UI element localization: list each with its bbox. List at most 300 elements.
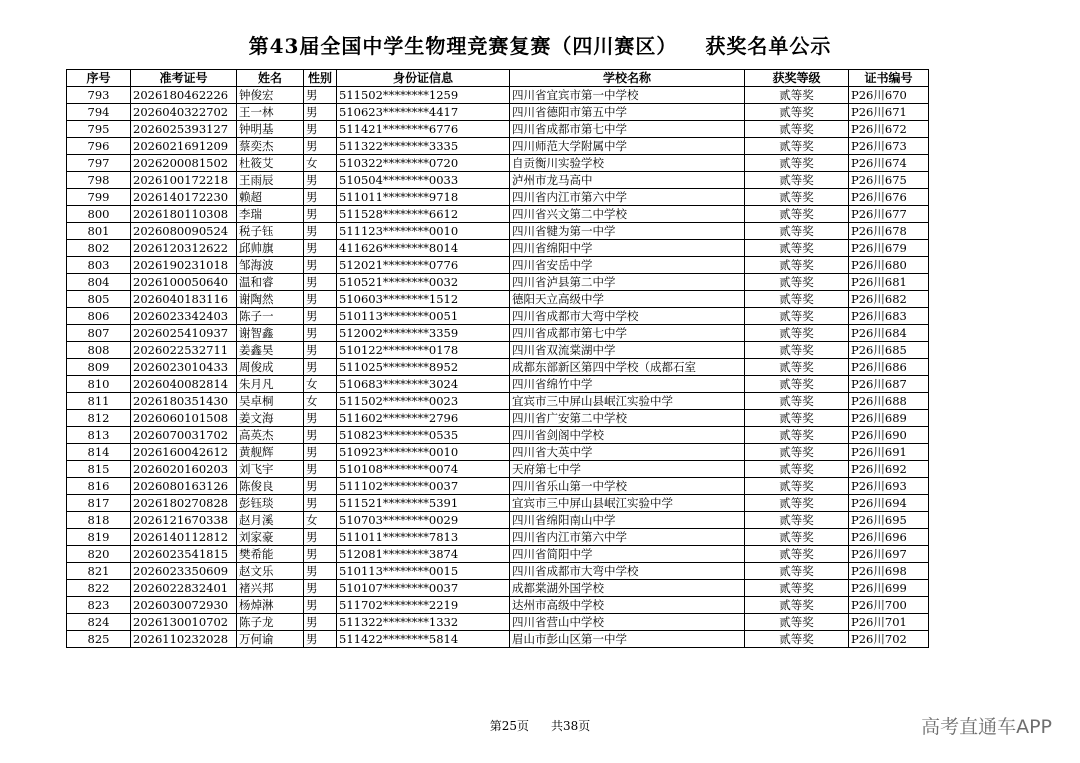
cell-id-card: 510113********0051 xyxy=(337,308,510,325)
cell-index: 817 xyxy=(67,495,131,512)
cell-id-card: 510108********0074 xyxy=(337,461,510,478)
cell-school: 四川省绵阳南山中学 xyxy=(510,512,745,529)
cell-index: 818 xyxy=(67,512,131,529)
cell-index: 794 xyxy=(67,104,131,121)
cell-certificate: P26川688 xyxy=(849,393,929,410)
cell-school: 四川省宜宾市第一中学校 xyxy=(510,87,745,104)
table-row xyxy=(67,444,929,461)
cell-name: 樊希能 xyxy=(237,546,304,563)
cell-award: 贰等奖 xyxy=(745,121,849,138)
cell-exam-id: 2026121670338 xyxy=(131,512,237,529)
cell-school: 四川省成都市第七中学 xyxy=(510,121,745,138)
cell-gender: 男 xyxy=(304,529,337,546)
cell-school: 四川省双流棠湖中学 xyxy=(510,342,745,359)
table-row xyxy=(67,206,929,223)
cell-id-card: 511502********1259 xyxy=(337,87,510,104)
cell-exam-id: 2026100050640 xyxy=(131,274,237,291)
cell-gender: 男 xyxy=(304,495,337,512)
cell-index: 815 xyxy=(67,461,131,478)
cell-index: 807 xyxy=(67,325,131,342)
cell-index: 806 xyxy=(67,308,131,325)
cell-name: 高英杰 xyxy=(237,427,304,444)
title-main: 第43届全国中学生物理竞赛复赛（四川赛区） xyxy=(248,34,678,58)
cell-id-card: 510107********0037 xyxy=(337,580,510,597)
table-row xyxy=(67,563,929,580)
cell-gender: 男 xyxy=(304,597,337,614)
cell-exam-id: 2026021691209 xyxy=(131,138,237,155)
cell-id-card: 511025********8952 xyxy=(337,359,510,376)
cell-certificate: P26川685 xyxy=(849,342,929,359)
cell-index: 804 xyxy=(67,274,131,291)
cell-name: 李瑞 xyxy=(237,206,304,223)
cell-exam-id: 2026070031702 xyxy=(131,427,237,444)
table-row xyxy=(67,342,929,359)
cell-school: 四川省成都市大弯中学校 xyxy=(510,308,745,325)
cell-school: 宜宾市三中屏山县岷江实验中学 xyxy=(510,393,745,410)
cell-gender: 男 xyxy=(304,631,337,648)
table-row xyxy=(67,138,929,155)
cell-school: 四川省泸县第二中学 xyxy=(510,274,745,291)
cell-index: 793 xyxy=(67,87,131,104)
cell-index: 820 xyxy=(67,546,131,563)
cell-gender: 男 xyxy=(304,291,337,308)
cell-name: 谢智鑫 xyxy=(237,325,304,342)
cell-award: 贰等奖 xyxy=(745,546,849,563)
cell-award: 贰等奖 xyxy=(745,274,849,291)
cell-school: 四川省绵竹中学 xyxy=(510,376,745,393)
cell-id-card: 512021********0776 xyxy=(337,257,510,274)
cell-exam-id: 2026060101508 xyxy=(131,410,237,427)
cell-id-card: 511502********0023 xyxy=(337,393,510,410)
cell-name: 姜文海 xyxy=(237,410,304,427)
cell-certificate: P26川692 xyxy=(849,461,929,478)
table-row xyxy=(67,461,929,478)
cell-name: 温和睿 xyxy=(237,274,304,291)
cell-certificate: P26川681 xyxy=(849,274,929,291)
title-sub: 获奖名单公示 xyxy=(705,34,832,58)
table-row xyxy=(67,104,929,121)
cell-exam-id: 2026080090524 xyxy=(131,223,237,240)
cell-id-card: 510504********0033 xyxy=(337,172,510,189)
cell-school: 四川省营山中学校 xyxy=(510,614,745,631)
cell-name: 赵月溪 xyxy=(237,512,304,529)
cell-index: 810 xyxy=(67,376,131,393)
cell-gender: 男 xyxy=(304,444,337,461)
cell-certificate: P26川697 xyxy=(849,546,929,563)
cell-exam-id: 2026025410937 xyxy=(131,325,237,342)
cell-index: 796 xyxy=(67,138,131,155)
cell-certificate: P26川680 xyxy=(849,257,929,274)
cell-index: 798 xyxy=(67,172,131,189)
cell-exam-id: 2026022532711 xyxy=(131,342,237,359)
cell-certificate: P26川675 xyxy=(849,172,929,189)
cell-exam-id: 2026023541815 xyxy=(131,546,237,563)
cell-certificate: P26川683 xyxy=(849,308,929,325)
cell-award: 贰等奖 xyxy=(745,614,849,631)
cell-award: 贰等奖 xyxy=(745,427,849,444)
cell-name: 万何谕 xyxy=(237,631,304,648)
cell-name: 杜筱艾 xyxy=(237,155,304,172)
cell-name: 周俊成 xyxy=(237,359,304,376)
cell-id-card: 510113********0015 xyxy=(337,563,510,580)
cell-gender: 男 xyxy=(304,121,337,138)
cell-school: 四川省成都市第七中学 xyxy=(510,325,745,342)
cell-award: 贰等奖 xyxy=(745,410,849,427)
cell-gender: 男 xyxy=(304,614,337,631)
cell-gender: 男 xyxy=(304,580,337,597)
table-row xyxy=(67,478,929,495)
cell-id-card: 510122********0178 xyxy=(337,342,510,359)
cell-school: 四川省安岳中学 xyxy=(510,257,745,274)
table-row xyxy=(67,172,929,189)
col-header-certificate: 证书编号 xyxy=(849,70,929,87)
cell-award: 贰等奖 xyxy=(745,393,849,410)
cell-certificate: P26川699 xyxy=(849,580,929,597)
cell-exam-id: 2026023010433 xyxy=(131,359,237,376)
cell-exam-id: 2026023350609 xyxy=(131,563,237,580)
cell-exam-id: 2026140172230 xyxy=(131,189,237,206)
cell-school: 四川省犍为第一中学 xyxy=(510,223,745,240)
cell-certificate: P26川679 xyxy=(849,240,929,257)
table-body xyxy=(67,87,929,648)
table-row xyxy=(67,155,929,172)
cell-exam-id: 2026030072930 xyxy=(131,597,237,614)
cell-school: 四川省简阳中学 xyxy=(510,546,745,563)
cell-id-card: 510683********3024 xyxy=(337,376,510,393)
table-row xyxy=(67,240,929,257)
cell-gender: 男 xyxy=(304,240,337,257)
cell-gender: 男 xyxy=(304,427,337,444)
table-row xyxy=(67,189,929,206)
cell-name: 褚兴邦 xyxy=(237,580,304,597)
table-row xyxy=(67,87,929,104)
cell-gender: 男 xyxy=(304,410,337,427)
cell-id-card: 510923********0010 xyxy=(337,444,510,461)
cell-id-card: 510703********0029 xyxy=(337,512,510,529)
cell-id-card: 510623********4417 xyxy=(337,104,510,121)
cell-certificate: P26川700 xyxy=(849,597,929,614)
cell-index: 816 xyxy=(67,478,131,495)
cell-gender: 男 xyxy=(304,189,337,206)
cell-name: 谢陶然 xyxy=(237,291,304,308)
col-header-index: 序号 xyxy=(67,70,131,87)
cell-school: 四川省内江市第六中学 xyxy=(510,189,745,206)
cell-certificate: P26川701 xyxy=(849,614,929,631)
col-header-name: 姓名 xyxy=(237,70,304,87)
table-row xyxy=(67,580,929,597)
table-row xyxy=(67,529,929,546)
cell-gender: 男 xyxy=(304,87,337,104)
cell-school: 眉山市彭山区第一中学 xyxy=(510,631,745,648)
cell-exam-id: 2026200081502 xyxy=(131,155,237,172)
cell-certificate: P26川702 xyxy=(849,631,929,648)
cell-gender: 男 xyxy=(304,104,337,121)
cell-index: 824 xyxy=(67,614,131,631)
cell-index: 808 xyxy=(67,342,131,359)
cell-award: 贰等奖 xyxy=(745,342,849,359)
table-row xyxy=(67,631,929,648)
cell-name: 陈子龙 xyxy=(237,614,304,631)
col-header-award: 获奖等级 xyxy=(745,70,849,87)
cell-award: 贰等奖 xyxy=(745,529,849,546)
cell-exam-id: 2026120312622 xyxy=(131,240,237,257)
cell-school: 四川省绵阳中学 xyxy=(510,240,745,257)
cell-name: 吴卓桐 xyxy=(237,393,304,410)
cell-gender: 男 xyxy=(304,274,337,291)
cell-id-card: 511011********7813 xyxy=(337,529,510,546)
table-header xyxy=(67,70,929,87)
cell-index: 795 xyxy=(67,121,131,138)
cell-name: 钟俊宏 xyxy=(237,87,304,104)
col-header-id-card: 身份证信息 xyxy=(337,70,510,87)
cell-exam-id: 2026040183116 xyxy=(131,291,237,308)
cell-exam-id: 2026180462226 xyxy=(131,87,237,104)
cell-name: 黄舰辉 xyxy=(237,444,304,461)
cell-award: 贰等奖 xyxy=(745,291,849,308)
cell-gender: 男 xyxy=(304,325,337,342)
cell-id-card: 511102********0037 xyxy=(337,478,510,495)
cell-index: 823 xyxy=(67,597,131,614)
cell-name: 姜鑫昊 xyxy=(237,342,304,359)
page-total: 共38页 xyxy=(551,719,591,733)
cell-index: 811 xyxy=(67,393,131,410)
cell-award: 贰等奖 xyxy=(745,461,849,478)
cell-school: 四川省乐山第一中学校 xyxy=(510,478,745,495)
cell-gender: 男 xyxy=(304,308,337,325)
cell-id-card: 511602********2796 xyxy=(337,410,510,427)
col-header-gender: 性别 xyxy=(304,70,337,87)
cell-index: 805 xyxy=(67,291,131,308)
cell-award: 贰等奖 xyxy=(745,580,849,597)
cell-gender: 男 xyxy=(304,223,337,240)
cell-name: 蔡奕杰 xyxy=(237,138,304,155)
cell-name: 钟明基 xyxy=(237,121,304,138)
cell-award: 贰等奖 xyxy=(745,189,849,206)
cell-index: 800 xyxy=(67,206,131,223)
cell-exam-id: 2026020160203 xyxy=(131,461,237,478)
table-row xyxy=(67,376,929,393)
cell-name: 陈俊良 xyxy=(237,478,304,495)
cell-gender: 男 xyxy=(304,478,337,495)
cell-exam-id: 2026140112812 xyxy=(131,529,237,546)
cell-index: 809 xyxy=(67,359,131,376)
cell-gender: 女 xyxy=(304,155,337,172)
cell-gender: 男 xyxy=(304,359,337,376)
cell-id-card: 512081********3874 xyxy=(337,546,510,563)
cell-school: 四川省广安第二中学校 xyxy=(510,410,745,427)
cell-name: 邹海波 xyxy=(237,257,304,274)
cell-gender: 男 xyxy=(304,206,337,223)
cell-certificate: P26川696 xyxy=(849,529,929,546)
cell-id-card: 411626********8014 xyxy=(337,240,510,257)
cell-certificate: P26川693 xyxy=(849,478,929,495)
cell-exam-id: 2026190231018 xyxy=(131,257,237,274)
cell-award: 贰等奖 xyxy=(745,223,849,240)
cell-name: 王一林 xyxy=(237,104,304,121)
cell-certificate: P26川695 xyxy=(849,512,929,529)
cell-award: 贰等奖 xyxy=(745,376,849,393)
cell-id-card: 511521********5391 xyxy=(337,495,510,512)
cell-name: 赖超 xyxy=(237,189,304,206)
cell-name: 杨焯淋 xyxy=(237,597,304,614)
cell-index: 801 xyxy=(67,223,131,240)
cell-index: 825 xyxy=(67,631,131,648)
cell-exam-id: 2026025393127 xyxy=(131,121,237,138)
cell-exam-id: 2026100172218 xyxy=(131,172,237,189)
cell-name: 刘飞宇 xyxy=(237,461,304,478)
cell-exam-id: 2026110232028 xyxy=(131,631,237,648)
cell-id-card: 511422********5814 xyxy=(337,631,510,648)
table-row xyxy=(67,274,929,291)
cell-gender: 男 xyxy=(304,563,337,580)
cell-school: 四川省兴文第二中学校 xyxy=(510,206,745,223)
cell-gender: 女 xyxy=(304,393,337,410)
cell-award: 贰等奖 xyxy=(745,631,849,648)
cell-exam-id: 2026180351430 xyxy=(131,393,237,410)
page-title xyxy=(0,30,1080,59)
cell-index: 812 xyxy=(67,410,131,427)
cell-exam-id: 2026040322702 xyxy=(131,104,237,121)
table-row xyxy=(67,359,929,376)
cell-exam-id: 2026040082814 xyxy=(131,376,237,393)
table-row xyxy=(67,410,929,427)
cell-school: 宜宾市三中屏山县岷江实验中学 xyxy=(510,495,745,512)
page-footer xyxy=(0,717,1080,734)
cell-index: 821 xyxy=(67,563,131,580)
cell-name: 陈子一 xyxy=(237,308,304,325)
col-header-school: 学校名称 xyxy=(510,70,745,87)
cell-exam-id: 2026180270828 xyxy=(131,495,237,512)
cell-school: 四川省大英中学 xyxy=(510,444,745,461)
cell-school: 四川省剑阁中学校 xyxy=(510,427,745,444)
cell-award: 贰等奖 xyxy=(745,512,849,529)
cell-id-card: 511123********0010 xyxy=(337,223,510,240)
cell-award: 贰等奖 xyxy=(745,87,849,104)
cell-award: 贰等奖 xyxy=(745,597,849,614)
cell-school: 成都东部新区第四中学校（成都石室 xyxy=(510,359,745,376)
cell-certificate: P26川678 xyxy=(849,223,929,240)
cell-award: 贰等奖 xyxy=(745,206,849,223)
table-row xyxy=(67,512,929,529)
table-row xyxy=(67,308,929,325)
cell-index: 819 xyxy=(67,529,131,546)
cell-certificate: P26川686 xyxy=(849,359,929,376)
cell-index: 802 xyxy=(67,240,131,257)
cell-school: 天府第七中学 xyxy=(510,461,745,478)
cell-school: 达州市高级中学校 xyxy=(510,597,745,614)
cell-gender: 男 xyxy=(304,257,337,274)
cell-index: 797 xyxy=(67,155,131,172)
table-row xyxy=(67,325,929,342)
cell-id-card: 511322********3335 xyxy=(337,138,510,155)
cell-award: 贰等奖 xyxy=(745,172,849,189)
cell-award: 贰等奖 xyxy=(745,155,849,172)
cell-award: 贰等奖 xyxy=(745,478,849,495)
table-row xyxy=(67,121,929,138)
cell-index: 822 xyxy=(67,580,131,597)
cell-certificate: P26川698 xyxy=(849,563,929,580)
table-row xyxy=(67,291,929,308)
cell-name: 刘家豪 xyxy=(237,529,304,546)
cell-award: 贰等奖 xyxy=(745,138,849,155)
cell-certificate: P26川676 xyxy=(849,189,929,206)
cell-gender: 女 xyxy=(304,512,337,529)
cell-exam-id: 2026180110308 xyxy=(131,206,237,223)
cell-exam-id: 2026130010702 xyxy=(131,614,237,631)
table-row xyxy=(67,257,929,274)
cell-certificate: P26川670 xyxy=(849,87,929,104)
cell-index: 813 xyxy=(67,427,131,444)
cell-certificate: P26川671 xyxy=(849,104,929,121)
cell-school: 自贡衡川实验学校 xyxy=(510,155,745,172)
cell-id-card: 510823********0535 xyxy=(337,427,510,444)
cell-school: 德阳天立高级中学 xyxy=(510,291,745,308)
table-row xyxy=(67,223,929,240)
cell-certificate: P26川690 xyxy=(849,427,929,444)
cell-school: 泸州市龙马高中 xyxy=(510,172,745,189)
cell-award: 贰等奖 xyxy=(745,257,849,274)
cell-id-card: 511322********1332 xyxy=(337,614,510,631)
cell-certificate: P26川687 xyxy=(849,376,929,393)
cell-school: 成都棠湖外国学校 xyxy=(510,580,745,597)
cell-school: 四川省成都市大弯中学校 xyxy=(510,563,745,580)
cell-school: 四川省德阳市第五中学 xyxy=(510,104,745,121)
watermark-text: 高考直通车APP xyxy=(921,716,1052,738)
table-row xyxy=(67,495,929,512)
cell-certificate: P26川672 xyxy=(849,121,929,138)
cell-gender: 男 xyxy=(304,172,337,189)
col-header-exam-id: 准考证号 xyxy=(131,70,237,87)
cell-exam-id: 2026080163126 xyxy=(131,478,237,495)
cell-name: 王雨辰 xyxy=(237,172,304,189)
cell-exam-id: 2026160042612 xyxy=(131,444,237,461)
cell-certificate: P26川677 xyxy=(849,206,929,223)
cell-id-card: 510521********0032 xyxy=(337,274,510,291)
cell-award: 贰等奖 xyxy=(745,563,849,580)
cell-id-card: 511421********6776 xyxy=(337,121,510,138)
cell-id-card: 512002********3359 xyxy=(337,325,510,342)
table-row xyxy=(67,597,929,614)
cell-gender: 男 xyxy=(304,342,337,359)
cell-name: 朱月凡 xyxy=(237,376,304,393)
cell-name: 邱帅旗 xyxy=(237,240,304,257)
cell-id-card: 510322********0720 xyxy=(337,155,510,172)
cell-certificate: P26川689 xyxy=(849,410,929,427)
cell-id-card: 511528********6612 xyxy=(337,206,510,223)
cell-index: 814 xyxy=(67,444,131,461)
cell-index: 803 xyxy=(67,257,131,274)
cell-certificate: P26川684 xyxy=(849,325,929,342)
cell-certificate: P26川691 xyxy=(849,444,929,461)
cell-certificate: P26川682 xyxy=(849,291,929,308)
table-row xyxy=(67,614,929,631)
cell-school: 四川师范大学附属中学 xyxy=(510,138,745,155)
table-row xyxy=(67,393,929,410)
cell-exam-id: 2026022832401 xyxy=(131,580,237,597)
cell-award: 贰等奖 xyxy=(745,359,849,376)
cell-certificate: P26川694 xyxy=(849,495,929,512)
cell-certificate: P26川673 xyxy=(849,138,929,155)
cell-gender: 男 xyxy=(304,546,337,563)
table-row xyxy=(67,546,929,563)
cell-name: 彭钰琰 xyxy=(237,495,304,512)
cell-id-card: 510603********1512 xyxy=(337,291,510,308)
cell-award: 贰等奖 xyxy=(745,104,849,121)
cell-award: 贰等奖 xyxy=(745,240,849,257)
cell-name: 税子钰 xyxy=(237,223,304,240)
cell-index: 799 xyxy=(67,189,131,206)
cell-gender: 女 xyxy=(304,376,337,393)
